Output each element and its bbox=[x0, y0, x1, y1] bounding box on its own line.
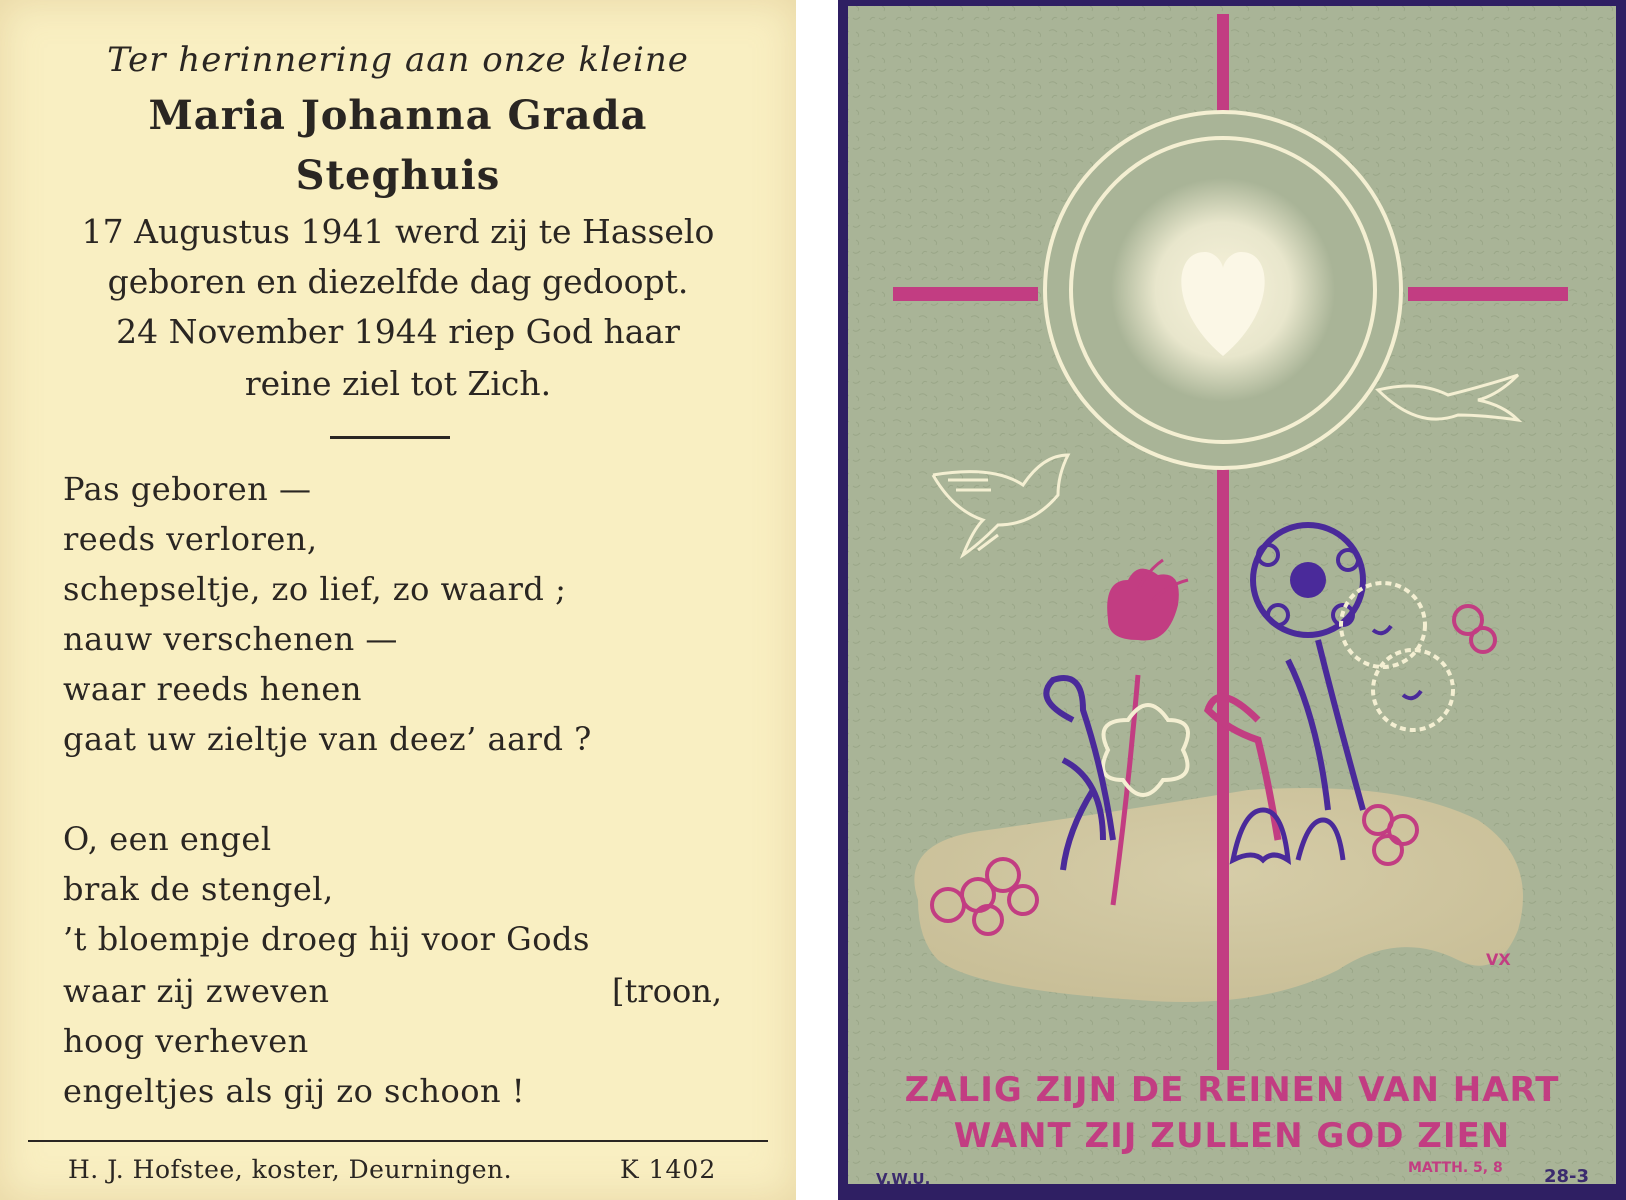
intro-line: Ter herinnering aan onze klеine bbox=[107, 40, 689, 80]
motto-line: ZALIG ZIJN DE REINEN VAN HART bbox=[904, 1070, 1560, 1110]
poem-line: hoog verheven bbox=[63, 1022, 309, 1060]
poem-continuation: [troon, bbox=[612, 972, 722, 1010]
halo-icon bbox=[1045, 112, 1401, 468]
artist-monogram: VX bbox=[1486, 950, 1511, 969]
poem-line: engeltjes als gij zo schoon ! bbox=[63, 1072, 526, 1110]
bio-line: 17 Augustus 1941 werd zij te Hasselo bbox=[81, 212, 715, 251]
illustration bbox=[838, 0, 1626, 1200]
deceased-surname: Steghuis bbox=[295, 152, 501, 199]
deceased-name: Maria Johanna Grada bbox=[148, 92, 648, 139]
card-number: 28-3 bbox=[1544, 1166, 1590, 1187]
poem-line: waar reeds henen bbox=[63, 670, 362, 708]
bio-line: reine ziel tot Zich. bbox=[244, 364, 552, 403]
poem-line: schepseltje, zo lief, zo waard ; bbox=[63, 570, 567, 608]
poem-line: brak de stengel, bbox=[63, 870, 334, 908]
bio-line: geboren en diezelfde dag gedoopt. bbox=[107, 262, 689, 301]
scripture-reference: MATTH. 5, 8 bbox=[1408, 1160, 1503, 1176]
poem-line: gaat uw zieltje van deez’ aard ? bbox=[63, 720, 592, 758]
poem-line: nauw verschenen — bbox=[63, 620, 398, 658]
motto-line: WANT ZIJ ZULLEN GOD ZIEN bbox=[953, 1116, 1511, 1156]
bio-line: 24 November 1944 riep God haar bbox=[116, 312, 680, 351]
memorial-card-text bbox=[0, 0, 796, 1200]
printer-credit: H. J. Hofstee, koster, Deurningen. bbox=[68, 1155, 513, 1184]
poem-line: waar zij zweven bbox=[63, 972, 330, 1010]
poem-line: Pas geboren — bbox=[63, 470, 312, 508]
footer-divider bbox=[28, 1140, 768, 1142]
poem-line: reeds verloren, bbox=[63, 520, 318, 558]
card-code: K 1402 bbox=[620, 1155, 717, 1184]
poem-line: O, een engel bbox=[63, 820, 272, 858]
holy-card-illustration bbox=[838, 0, 1626, 1200]
publisher-mark: V.W.U. bbox=[876, 1170, 931, 1188]
section-divider bbox=[330, 436, 450, 439]
poem-line: ’t bloempje droeg hij voor Gods bbox=[63, 920, 590, 958]
